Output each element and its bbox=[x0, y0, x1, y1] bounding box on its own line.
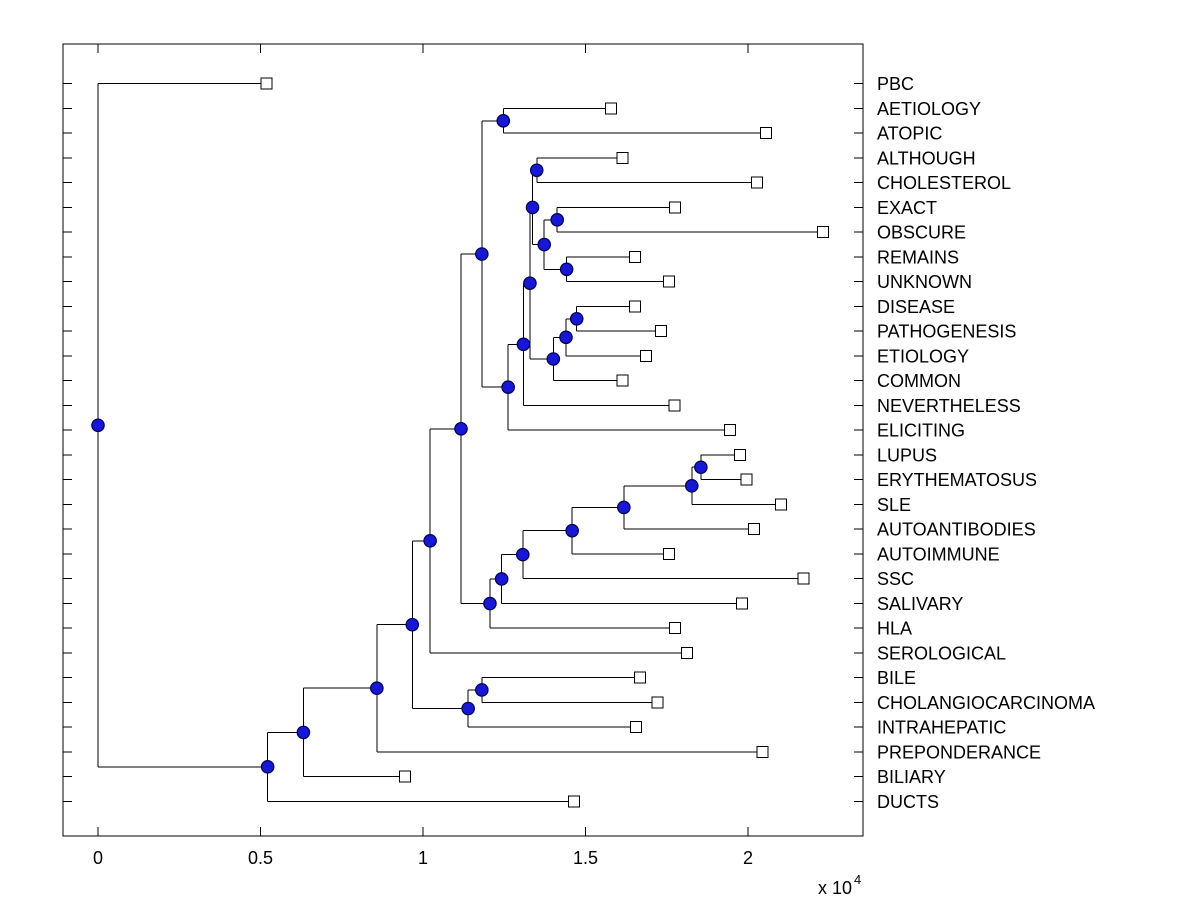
leaf-label-REMAINS: REMAINS bbox=[877, 247, 960, 268]
plot-box-border bbox=[63, 44, 863, 836]
leaf-label-SLE: SLE bbox=[877, 494, 912, 515]
leaf-marker-BILE[interactable] bbox=[635, 672, 646, 683]
x-tick-label: 1.5 bbox=[572, 848, 599, 868]
leaf-marker-DUCTS[interactable] bbox=[569, 796, 580, 807]
internal-node-marker[interactable] bbox=[517, 548, 529, 560]
leaf-label-INTRAHEPATIC: INTRAHEPATIC bbox=[877, 717, 1007, 738]
internal-node-marker[interactable] bbox=[406, 618, 418, 630]
x-tick-label: 1 bbox=[417, 848, 429, 868]
internal-node-marker[interactable] bbox=[502, 381, 514, 393]
internal-node-marker[interactable] bbox=[484, 597, 496, 609]
leaf-marker-ELICITING[interactable] bbox=[725, 425, 736, 436]
internal-node-marker[interactable] bbox=[686, 480, 698, 492]
internal-node-marker[interactable] bbox=[497, 115, 509, 127]
internal-node-marker[interactable] bbox=[476, 248, 488, 260]
leaf-label-PBC: PBC bbox=[877, 74, 915, 95]
internal-node-marker[interactable] bbox=[371, 682, 383, 694]
leaf-label-CHOLANGIOCARCINOMA: CHOLANGIOCARCINOMA bbox=[877, 692, 1096, 713]
leaf-label-AETIOLOGY: AETIOLOGY bbox=[877, 98, 982, 119]
leaf-label-CHOLESTEROL: CHOLESTEROL bbox=[877, 173, 1012, 194]
leaf-marker-CHOLESTEROL[interactable] bbox=[751, 177, 762, 188]
leaf-label-SEROLOGICAL: SEROLOGICAL bbox=[877, 643, 1007, 664]
leaf-marker-SEROLOGICAL[interactable] bbox=[681, 647, 692, 658]
leaf-marker-PREPONDERANCE[interactable] bbox=[757, 746, 768, 757]
leaf-marker-COMMON[interactable] bbox=[617, 375, 628, 386]
leaf-label-ERYTHEMATOSUS: ERYTHEMATOSUS bbox=[877, 470, 1038, 491]
leaf-marker-SLE[interactable] bbox=[776, 499, 787, 510]
internal-node-marker[interactable] bbox=[455, 423, 467, 435]
leaf-marker-SALIVARY[interactable] bbox=[736, 598, 747, 609]
internal-node-marker[interactable] bbox=[476, 684, 488, 696]
internal-node-marker[interactable] bbox=[560, 263, 572, 275]
internal-node-marker[interactable] bbox=[695, 461, 707, 473]
leaf-marker-EXACT[interactable] bbox=[669, 202, 680, 213]
leaf-marker-AUTOIMMUNE[interactable] bbox=[664, 548, 675, 559]
branch-lines bbox=[98, 84, 823, 802]
leaf-label-SSC: SSC bbox=[877, 569, 915, 590]
leaf-marker-PATHOGENESIS[interactable] bbox=[655, 326, 666, 337]
leaf-marker-HLA[interactable] bbox=[669, 623, 680, 634]
internal-node-marker[interactable] bbox=[517, 338, 529, 350]
leaf-label-AUTOIMMUNE: AUTOIMMUNE bbox=[877, 544, 1000, 565]
branch-path bbox=[98, 84, 823, 802]
axis-ticks bbox=[63, 44, 863, 836]
leaf-label-PREPONDERANCE: PREPONDERANCE bbox=[877, 742, 1042, 763]
leaf-marker-AUTOANTIBODIES[interactable] bbox=[748, 524, 759, 535]
internal-node-marker[interactable] bbox=[92, 419, 104, 431]
internal-node-marker[interactable] bbox=[538, 238, 550, 250]
leaf-label-ATOPIC: ATOPIC bbox=[877, 123, 943, 144]
axis-multiplier-label bbox=[818, 872, 861, 898]
internal-node-marker[interactable] bbox=[495, 573, 507, 585]
leaf-labels bbox=[877, 74, 1095, 812]
leaf-marker-ATOPIC[interactable] bbox=[760, 128, 771, 139]
leaf-marker-ETIOLOGY[interactable] bbox=[640, 350, 651, 361]
internal-node-marker[interactable] bbox=[462, 702, 474, 714]
leaf-label-ALTHOUGH: ALTHOUGH bbox=[877, 148, 976, 169]
leaf-label-LUPUS: LUPUS bbox=[877, 445, 938, 466]
internal-node-marker[interactable] bbox=[547, 353, 559, 365]
leaf-marker-NEVERTHELESS[interactable] bbox=[669, 400, 680, 411]
leaf-label-DISEASE: DISEASE bbox=[877, 296, 956, 317]
leaf-label-COMMON: COMMON bbox=[877, 371, 961, 392]
leaf-label-BILIARY: BILIARY bbox=[877, 767, 946, 788]
leaf-label-OBSCURE: OBSCURE bbox=[877, 222, 967, 243]
leaf-label-SALIVARY: SALIVARY bbox=[877, 593, 964, 614]
internal-node-marker[interactable] bbox=[560, 331, 572, 343]
internal-node-marker[interactable] bbox=[261, 761, 273, 773]
leaf-marker-OBSCURE[interactable] bbox=[817, 227, 828, 238]
internal-node-marker[interactable] bbox=[526, 201, 538, 213]
leaf-marker-SSC[interactable] bbox=[798, 573, 809, 584]
leaf-marker-UNKNOWN[interactable] bbox=[664, 276, 675, 287]
leaf-marker-CHOLANGIOCARCINOMA[interactable] bbox=[652, 697, 663, 708]
internal-node-marker[interactable] bbox=[571, 313, 583, 325]
leaf-label-ETIOLOGY: ETIOLOGY bbox=[877, 346, 970, 367]
leaf-markers bbox=[261, 78, 828, 807]
internal-node-marker[interactable] bbox=[618, 501, 630, 513]
leaf-marker-PBC[interactable] bbox=[261, 78, 272, 89]
axis-tick-marks bbox=[63, 44, 863, 836]
x-tick-label: 0 bbox=[92, 848, 104, 868]
leaf-label-BILE: BILE bbox=[877, 668, 917, 689]
leaf-label-PATHOGENESIS: PATHOGENESIS bbox=[877, 321, 1017, 342]
leaf-marker-INTRAHEPATIC[interactable] bbox=[630, 722, 641, 733]
internal-node-markers bbox=[92, 115, 707, 773]
plot-box bbox=[63, 44, 863, 836]
x-tick-labels bbox=[93, 848, 753, 868]
x-tick-label: 0.5 bbox=[247, 848, 274, 868]
leaf-marker-ALTHOUGH[interactable] bbox=[617, 152, 628, 163]
leaf-marker-REMAINS[interactable] bbox=[629, 251, 640, 262]
internal-node-marker[interactable] bbox=[424, 535, 436, 547]
leaf-label-UNKNOWN: UNKNOWN bbox=[877, 272, 972, 293]
internal-node-marker[interactable] bbox=[566, 524, 578, 536]
leaf-label-EXACT: EXACT bbox=[877, 197, 938, 218]
internal-node-marker[interactable] bbox=[551, 214, 563, 226]
leaf-label-DUCTS: DUCTS bbox=[877, 791, 939, 812]
leaf-marker-LUPUS[interactable] bbox=[734, 449, 745, 460]
internal-node-marker[interactable] bbox=[297, 726, 309, 738]
internal-node-marker[interactable] bbox=[524, 277, 536, 289]
leaf-marker-BILIARY[interactable] bbox=[400, 771, 411, 782]
x-tick-label: 2 bbox=[742, 848, 754, 868]
internal-node-marker[interactable] bbox=[531, 164, 543, 176]
leaf-label-NEVERTHELESS: NEVERTHELESS bbox=[877, 395, 1021, 416]
leaf-marker-DISEASE[interactable] bbox=[629, 301, 640, 312]
axis-scale-text: x 10 $^4$ bbox=[818, 872, 862, 898]
leaf-label-HLA: HLA bbox=[877, 618, 913, 639]
leaf-label-AUTOANTIBODIES: AUTOANTIBODIES bbox=[877, 519, 1036, 540]
leaf-label-ELICITING: ELICITING bbox=[877, 420, 966, 441]
leaf-marker-ERYTHEMATOSUS[interactable] bbox=[741, 474, 752, 485]
leaf-marker-AETIOLOGY[interactable] bbox=[605, 103, 616, 114]
